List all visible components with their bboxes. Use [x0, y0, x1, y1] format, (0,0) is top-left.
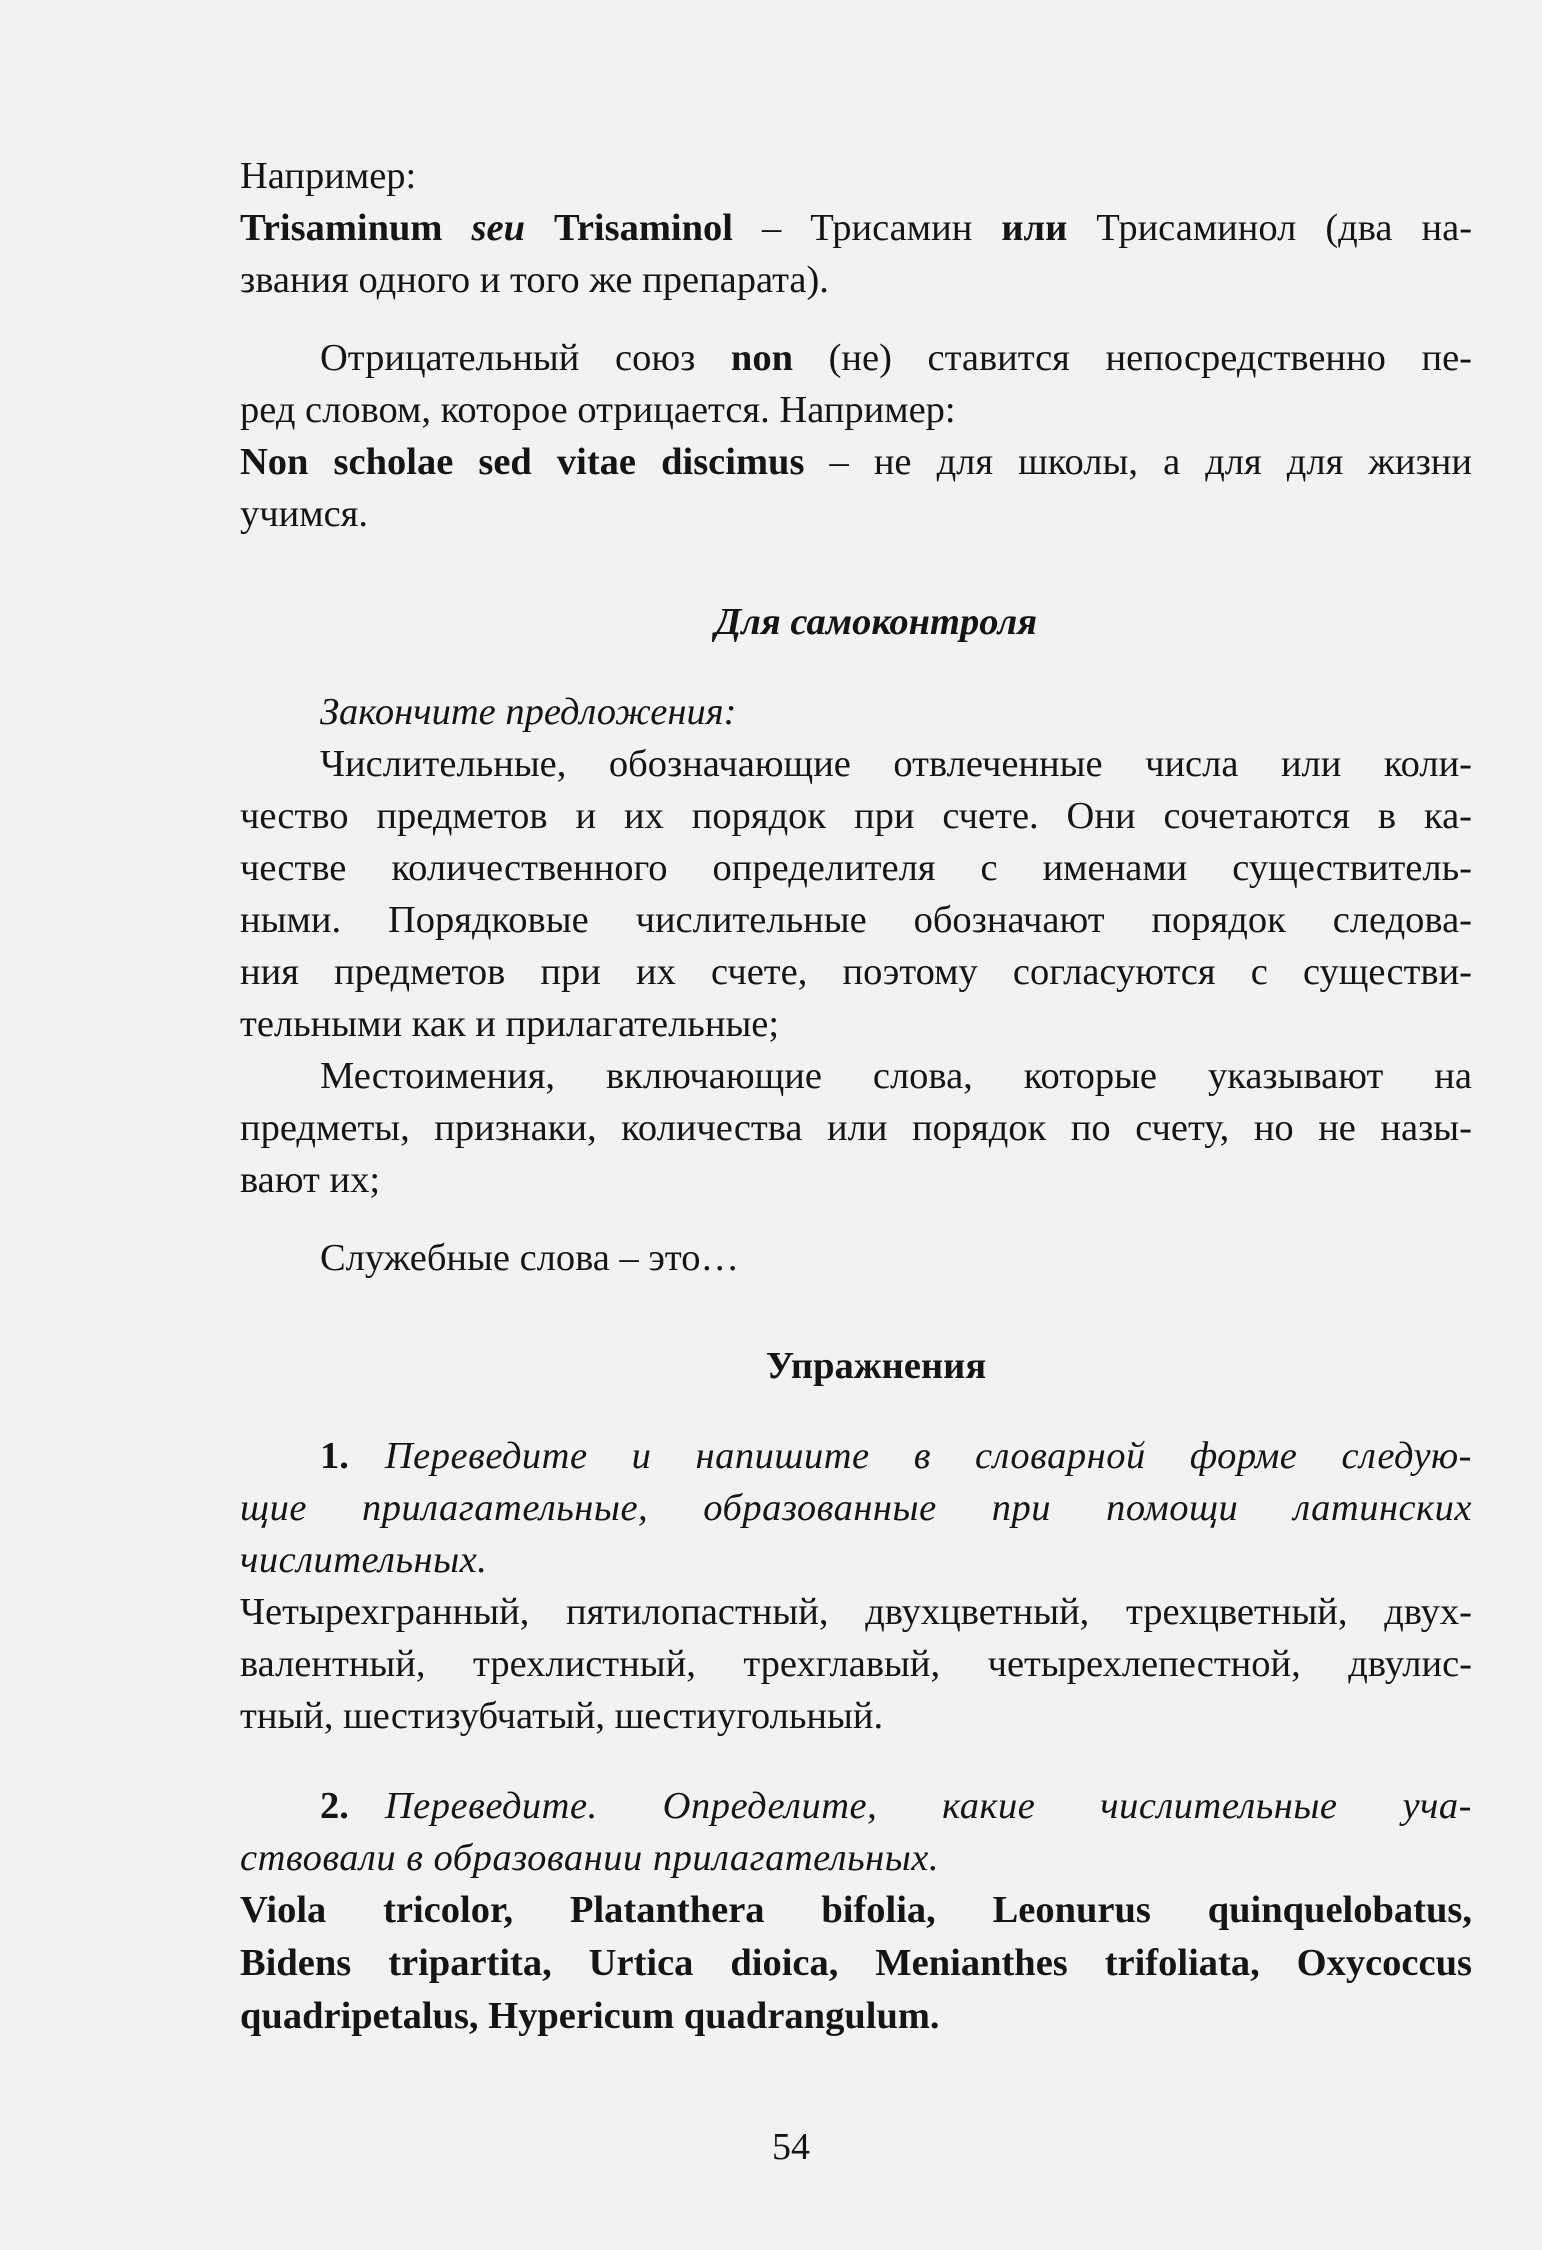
task-1-words-line: валентный, трехлистный, трехглавый, четырехлепестной, двулис-	[240, 1643, 1472, 1685]
latin-term: Trisaminum	[240, 207, 443, 249]
task-2-prompt-line-2: ствовали в образовании прилагательных.	[240, 1837, 939, 1879]
p1-line: ния предметов при их счете, поэтому согласуются с существи-	[240, 951, 1472, 993]
task-1-prompt-line-2: щие прилагательные, образованные при помощи латинских	[240, 1487, 1472, 1529]
p3-line: Служебные слова – это…	[320, 1237, 739, 1279]
section-heading-self-control: Для самоконтроля	[714, 601, 1038, 643]
latin-conjunction: seu	[471, 207, 525, 249]
task-1-prompt-line-3: числительных.	[240, 1539, 488, 1581]
p2-line: Местоимения, включающие слова, которые указывают на	[320, 1055, 1472, 1097]
task-1-prompt-line-1: 1. Переведите и напишите в словарной форме следую-	[320, 1435, 1472, 1477]
example-2-line-2: учимся.	[240, 493, 369, 535]
page-number: 54	[772, 2126, 810, 2168]
example-1-line-2: звания одного и того же препарата).	[240, 259, 829, 301]
instruction: Закончите предложения:	[320, 691, 737, 733]
p1-line: Числительные, обозначающие отвлеченные числа или коли-	[320, 743, 1472, 785]
example-1-line-1: Trisaminum seu Trisaminol – Трисамин или Трисаминол (два на-	[240, 207, 1473, 249]
task-1-words-line: Четырехгранный, пятилопастный, двухцветный, трехцветный, двух-	[240, 1591, 1472, 1633]
task-number: 1.	[320, 1435, 349, 1477]
p1-line: чество предметов и их порядок при счете. Они сочетаются в ка-	[240, 795, 1472, 837]
latin-phrase: Non scholae sed vitae discimus	[240, 441, 805, 483]
task-2-latin-line: Bidens tripartita, Urtica dioica, Menianthes trifoliata, Oxycoccus	[240, 1942, 1472, 1984]
task-number: 2.	[320, 1785, 349, 1827]
non-paragraph-line-2: ред словом, которое отрицается. Например:	[240, 389, 956, 431]
section-heading-exercises: Упражнения	[765, 1345, 987, 1387]
p2-line: вают их;	[240, 1159, 381, 1201]
example-2-line-1: Non scholae sed vitae discimus – не для школы, а для для жизни	[240, 441, 1472, 483]
p1-line: честве количественного определителя с именами существитель-	[240, 847, 1472, 889]
p1-line: тельными как и прилагательные;	[240, 1003, 780, 1045]
task-2-latin-line: quadripetalus, Hypericum quadrangulum.	[240, 1995, 940, 2037]
p1-line: ными. Порядковые числительные обозначают порядок следова-	[240, 899, 1472, 941]
task-2-prompt-line-1: 2. Переведите. Определите, какие числительные уча-	[320, 1785, 1472, 1827]
intro-lead: Например:	[240, 155, 417, 197]
latin-term: Trisaminol	[554, 207, 733, 249]
latin-term: non	[730, 337, 793, 379]
page-body	[240, 150, 1472, 2043]
task-1-words-line: тный, шестизубчатый, шестиугольный.	[240, 1695, 884, 1737]
russian-conjunction: или	[1001, 207, 1068, 249]
p2-line: предметы, признаки, количества или порядок по счету, но не назы-	[240, 1107, 1472, 1149]
non-paragraph-line-1: Отрицательный союз non (не) ставится непосредственно пе-	[320, 337, 1472, 379]
task-2-latin-line: Viola tricolor, Platanthera bifolia, Leonurus quinquelobatus,	[240, 1889, 1472, 1931]
